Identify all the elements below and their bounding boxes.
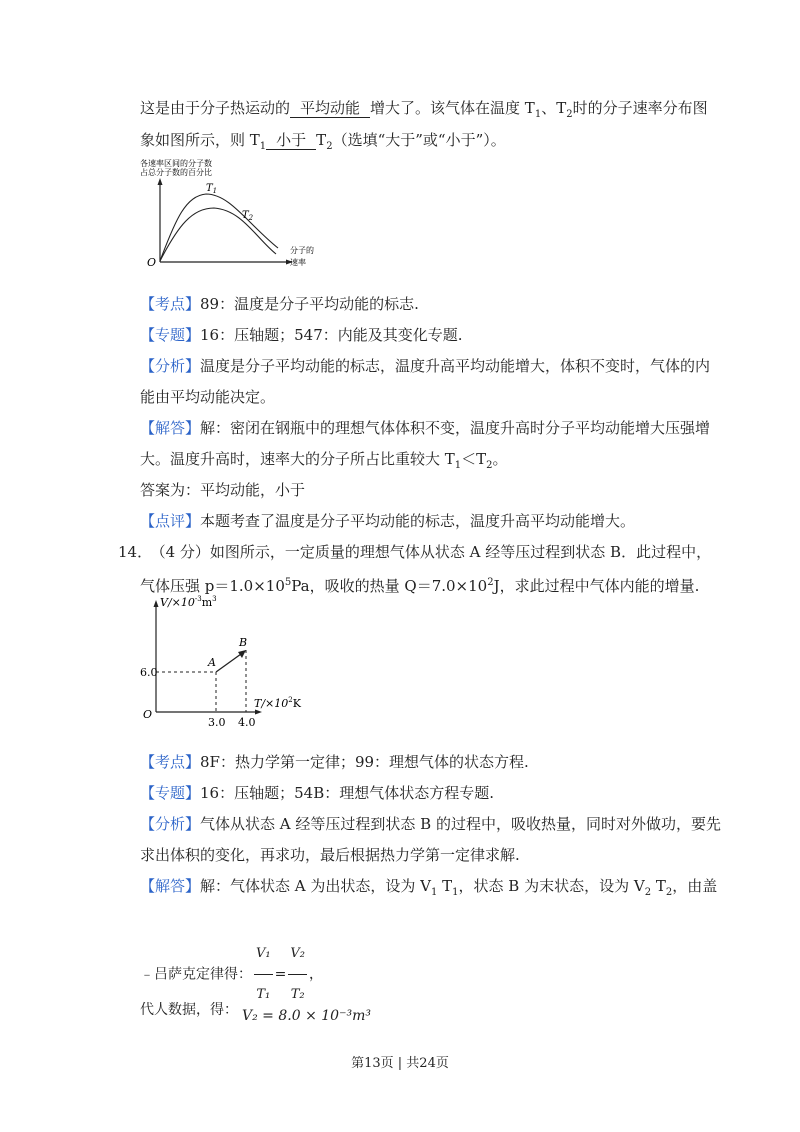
text: 代人数据，得： (140, 1002, 238, 1018)
question-number: 14． (118, 543, 153, 561)
text: J，求此过程中气体内能的增量. (493, 577, 700, 595)
fig1-label-t2 (242, 210, 254, 222)
text: T (206, 183, 213, 194)
subscript: 1 (534, 109, 542, 120)
fig2-process-arrow (238, 650, 246, 658)
q14-substitute-line (140, 1000, 371, 1024)
fig2-ytick: 6.0 (140, 666, 158, 679)
tag-fenxi: 【分析】 (140, 357, 201, 375)
fig1-xlabel-line1: 分子的 (290, 246, 314, 255)
text: 这是由于分子热运动的 (140, 99, 291, 117)
superscript: 3 (212, 595, 217, 603)
tag-zhuanti: 【专题】 (140, 784, 201, 802)
q13-kaodian (140, 294, 419, 314)
text: 温度是分子平均动能的标志，温度升高平均动能增大，体积不变时，气体的内 (200, 357, 711, 375)
text: m (201, 596, 213, 609)
q13-fenxi-1 (140, 356, 710, 376)
q14-stem-1 (118, 542, 711, 562)
text: 如图所示，一定质量的理想气体从状态 A 经等压过程到状态 B．此过程中， (209, 543, 712, 561)
fig2-x-arrow (255, 710, 262, 715)
text: 16：压轴题；54B：理想气体状态方程专题. (200, 784, 494, 802)
subscript: 1 (454, 460, 462, 471)
text: 象如图所示，则 T (140, 131, 260, 149)
text: 8F：热力学第一定律；99：理想气体的状态方程. (200, 753, 529, 771)
text: ，由盖 (672, 877, 718, 895)
result-formula: V₂ = 8.0 × 10⁻³m³ (242, 1008, 371, 1024)
text: 本题考查了温度是分子平均动能的标志，温度升高平均动能增大。 (200, 512, 636, 530)
subscript: 2 (644, 887, 652, 898)
fraction-denominator: T₁ (256, 987, 271, 1002)
answer-blank-2: 小于 (266, 132, 316, 150)
text: 大。温度升高时，速率大的分子所占比重较大 T (140, 450, 455, 468)
text: 时的分子速率分布图 (572, 99, 708, 117)
equals-sign: = (274, 966, 287, 983)
fig2-xtick-2: 4.0 (238, 716, 256, 729)
tag-zhuanti: 【专题】 (140, 326, 201, 344)
tag-jieda: 【解答】 (140, 877, 201, 895)
tag-kaodian: 【考点】 (140, 295, 201, 313)
text: ﹣吕萨克定律得： (140, 966, 252, 983)
q13-jieda-1 (140, 418, 710, 438)
q14-fenxi-2: 求出体积的变化，再求功，最后根据热力学第一定律求解. (140, 846, 520, 864)
subscript: 1 (259, 141, 267, 152)
text: 气体压强 p＝1.0×10 (140, 577, 285, 595)
fig2-xtick-1: 3.0 (208, 716, 226, 729)
answer-blank-1: 平均动能 (290, 100, 370, 118)
text: 气体从状态 A 经等压过程到状态 B 的过程中，吸收热量，同时对外做功，要先 (200, 815, 721, 833)
v-t-diagram-figure (136, 592, 326, 730)
text: Pa，吸收的热量 Q＝7.0×10 (291, 577, 488, 595)
text: K (292, 697, 301, 710)
tag-fenxi: 【分析】 (140, 815, 201, 833)
curve-t2 (160, 208, 276, 261)
text: T (437, 877, 453, 895)
fig1-ylabel-line1: 各速率区间的分子数 (140, 159, 212, 168)
fraction-denominator: T₂ (290, 987, 305, 1002)
q13-answer: 答案为：平均动能，小于 (140, 481, 306, 499)
fig2-y-arrow (154, 600, 159, 607)
speed-distribution-figure (138, 158, 328, 276)
text: V/×10 (160, 596, 195, 609)
text: （选填“大于”或“小于”）。 (332, 131, 506, 149)
fig2-xlabel (254, 696, 302, 710)
q13-zhuanti (140, 325, 463, 345)
q14-kaodian (140, 752, 529, 772)
q14-zhuanti (140, 783, 494, 803)
tag-kaodian: 【考点】 (140, 753, 201, 771)
text: T (651, 877, 666, 895)
q13-line-1 (140, 98, 708, 125)
fig2-ylabel (160, 595, 217, 609)
text: T/×10 (254, 697, 289, 710)
text: 。 (492, 450, 508, 468)
text: ＜T (461, 450, 487, 468)
fraction-numerator: V₁ (254, 934, 273, 975)
text: 增大了。该气体在温度 T (370, 99, 535, 117)
subscript: 2 (566, 109, 573, 120)
subscript: 2 (326, 141, 333, 152)
fig1-xlabel-line2: 速率 (290, 258, 306, 267)
page-footer: 第13页 | 共24页 (351, 1056, 449, 1071)
superscript: 2 (288, 696, 293, 704)
text: 16：压轴题；547：内能及其变化专题. (200, 326, 463, 344)
text: T (316, 131, 327, 149)
fig1-y-arrow (158, 178, 163, 185)
subscript: 2 (486, 460, 493, 471)
subscript: 1 (212, 187, 218, 195)
subscript: 2 (248, 214, 254, 222)
text: T (242, 210, 249, 221)
subscript: 1 (452, 887, 459, 898)
fig1-origin: O (147, 256, 157, 269)
superscript: 5 (284, 577, 292, 588)
superscript: 2 (487, 577, 494, 588)
q14-jieda-1 (140, 876, 717, 903)
subscript: 2 (665, 887, 673, 898)
subscript: 1 (431, 887, 438, 898)
text: ，状态 B 为末状态，设为 V (458, 877, 645, 895)
fig2-origin: O (143, 708, 153, 721)
q13-dianping (140, 511, 635, 531)
q13-fenxi-2: 能由平均动能决定。 (140, 388, 276, 406)
q13-line-2 (140, 130, 506, 157)
text: 、T (541, 99, 567, 117)
fig2-point-b: B (239, 636, 248, 649)
fig1-ylabel-line2: 占总分子数的百分比 (140, 168, 212, 177)
q13-jieda-2 (140, 449, 508, 476)
fraction-numerator: V₂ (288, 934, 307, 975)
superscript: -3 (194, 595, 202, 603)
text: 解：气体状态 A 为出状态，设为 V (200, 877, 431, 895)
fig1-label-t1 (206, 183, 217, 195)
text: ， (308, 966, 323, 983)
fig2-point-a: A (208, 656, 216, 669)
tag-dianping: 【点评】 (140, 512, 201, 530)
fig2-process-line (216, 654, 241, 672)
tag-jieda: 【解答】 (140, 419, 201, 437)
q14-fenxi-1 (140, 814, 721, 834)
curve-t1 (160, 194, 278, 261)
text: 解：密闭在钢瓶中的理想气体体积不变，温度升高时分子平均动能增大压强增 (200, 419, 711, 437)
text: 89：温度是分子平均动能的标志. (200, 295, 419, 313)
question-points: （4 分） (158, 543, 210, 561)
